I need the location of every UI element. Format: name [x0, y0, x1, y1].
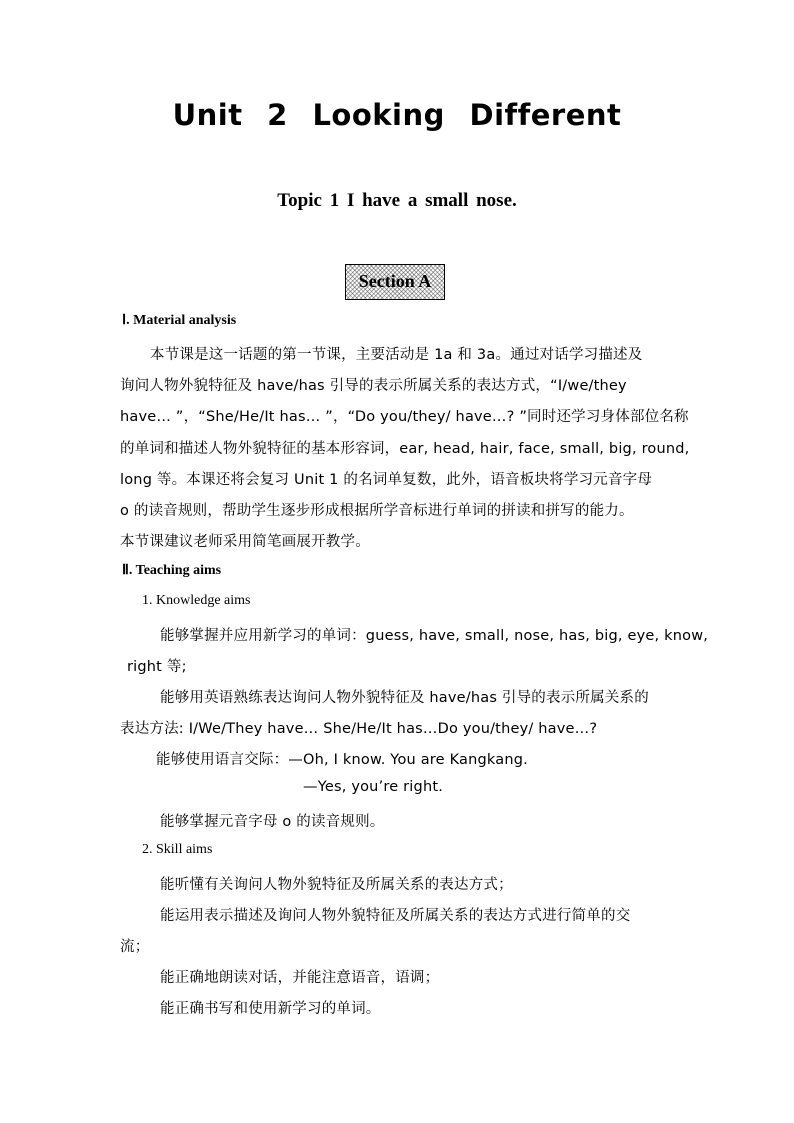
knowledge-line: right 等; — [127, 659, 187, 675]
knowledge-line: —Yes, you’re right. — [303, 779, 444, 795]
material-line: long 等。本课还将会复习 Unit 1 的名词单复数，此外，语音板块将学习元音字母 — [120, 472, 653, 488]
material-line: have… ”，“She/He/It has… ”，“Do you/they/ have…? ”同时还学习身体部位名称 — [120, 409, 689, 425]
skill-line: 能正确书写和使用新学习的单词。 — [160, 1001, 381, 1017]
knowledge-line: 能够用英语熟练表达询问人物外貌特征及 have/has 引导的表示所属关系的 — [160, 690, 649, 706]
material-line: 本节课建议老师采用简笔画展开教学。 — [120, 534, 370, 550]
material-analysis-heading: Ⅰ. Material analysis — [122, 313, 237, 328]
skill-aims-heading: 2. Skill aims — [142, 842, 213, 857]
knowledge-line: 能够使用语言交际：—Oh, I know. You are Kangkang. — [156, 752, 528, 768]
knowledge-aims-heading: 1. Knowledge aims — [142, 593, 251, 608]
skill-line: 能听懂有关询问人物外貌特征及所属关系的表达方式； — [160, 877, 513, 893]
skill-line: 能运用表示描述及询问人物外貌特征及所属关系的表达方式进行简单的交 — [160, 908, 631, 924]
teaching-aims-heading: Ⅱ. Teaching aims — [122, 563, 222, 578]
skill-line: 流； — [120, 939, 150, 955]
section-label: Section A — [358, 271, 432, 291]
unit-title: Unit 2 Looking Different — [172, 98, 622, 132]
material-line: 的单词和描述人物外貌特征的基本形容词，ear, head, hair, face, small, big, round, — [120, 441, 690, 457]
material-line: 询问人物外貌特征及 have/has 引导的表示所属关系的表达方式，“I/we/they — [120, 378, 627, 394]
knowledge-line: 表达方法: I/We/They have… She/He/It has…Do you/they/ have…? — [120, 721, 598, 737]
material-line: o 的读音规则，帮助学生逐步形成根据所学音标进行单词的拼读和拼写的能力。 — [120, 503, 634, 519]
section-label-box — [345, 264, 445, 300]
topic-title: Topic 1 I have a small nose. — [277, 190, 517, 211]
material-line: 本节课是这一话题的第一节课，主要活动是 1a 和 3a。通过对话学习描述及 — [150, 347, 643, 363]
knowledge-line: 能够掌握并应用新学习的单词：guess, have, small, nose, has, big, eye, know, — [160, 628, 709, 644]
skill-line: 能正确地朗读对话，并能注意语音，语调； — [160, 970, 440, 986]
knowledge-line: 能够掌握元音字母 o 的读音规则。 — [160, 814, 385, 830]
